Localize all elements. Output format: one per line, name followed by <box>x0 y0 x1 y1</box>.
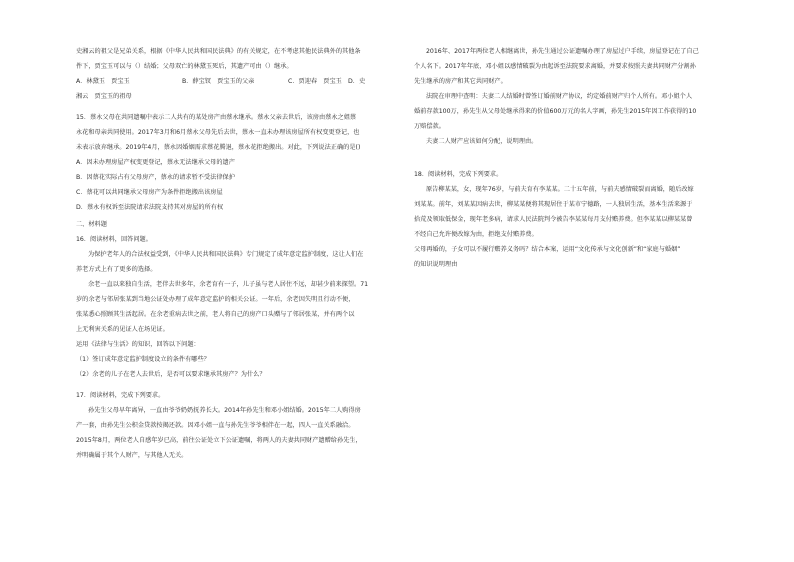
q14-option: B．薛宝钗 贾宝玉的父亲 <box>182 78 255 85</box>
q16-line: （2）余老的儿子在老人去世后，是否可以要求继承其房产？为什么？ <box>76 371 266 378</box>
q18-line: 不经自己允许便改嫁为由，拒绝支付赡养费。 <box>414 231 538 238</box>
q17-line: 并明确属于其个人财产，与其他人无关。 <box>76 452 188 459</box>
q17-cont-line: 个人名下。2017年年底，邓小姐以感情破裂为由起诉至法院要求离婚，并要求按照夫妻共同财产分割孙 <box>414 63 696 70</box>
q15-option: A．因未办理房屋产权变更登记，蔡永无法继承父母的遗产 <box>76 159 235 166</box>
q16-line: 岁的余老与邻居张某到当地公证处办理了成年意定监护的相关公证。一年后，余老因失明且行动不便， <box>76 296 355 303</box>
q18-line: 刘某某。前年，刘某某因病去世，柳某某便将其现居住于某市宁德路，一人独居生活，基本生活来源于 <box>414 201 693 208</box>
q17-cont-line: 先生继承的房产和其它共同财产。 <box>414 78 507 85</box>
q14-option: 湘云 贾宝玉的祖母 <box>76 93 132 100</box>
q17-line: 产一套，由孙先生公积金贷款按揭还款。因邓小姐一直与孙先生爷爷相伴在一起，四人一直关系融洽。 <box>76 422 355 429</box>
q17-line: 孙先生父母早年离异，一直由爷爷奶奶抚养长大。2014年孙先生和邓小姐结婚。2015年二人购得房 <box>88 407 361 414</box>
q15-stem: 15．蔡永父母在共同遗嘱中表示二人共有的某处房产由蔡永继承。蔡永父亲去世后，该房由蔡永之姐蔡 <box>76 114 357 121</box>
right-column <box>414 44 730 272</box>
text-line: 史湘云的祖父是兄弟关系，根据《中华人民共和国民法典》的有关规定，在不考虑其他民法典外的其他条 <box>76 48 361 55</box>
q18-title: 18．阅读材料，完成下列要求。 <box>414 171 503 178</box>
q18-line: 父母再婚的，子女可以不履行赡养义务吗？结合本案，运用“文化传承与文化创新”和“家庭与婚姻” <box>414 246 681 253</box>
q16-line: 张某悉心照顾其生活起居。在余老重病去世之前，老人将自己的房产口头赠与了邻居张某，并有两个以 <box>76 311 355 318</box>
q17-cont-line: 夫妻二人财产应该如何分配，说明理由。 <box>426 138 538 145</box>
q15-option: C．蔡花可以共同继承父母房产为条件拒绝搬出该房屋 <box>76 189 223 196</box>
q18-line: 的知识说明理由 <box>414 261 458 268</box>
q18-line: 原告柳某某，女，现年76岁，与前夫育有李某某。二十五年前，与前夫感情破裂而离婚，随后改嫁 <box>426 186 694 193</box>
section-heading: 二、材料题 <box>76 221 107 228</box>
q16-line: 余老一直以来独自生活，老伴去世多年，余老育有一子，儿子虽与老人居住不远，却甚少前来探望。71 <box>88 281 369 288</box>
q16-line: 为保护老年人的合法权益受到，《中华人民共和国民法典》专门规定了成年意定监护制度，这让人们在 <box>88 251 364 258</box>
q14-options-row <box>76 74 394 89</box>
left-column <box>76 44 394 463</box>
q17-cont-line: 婚前存款100万，孙先生从父母处继承得来的价值600万元的名人字画，孙先生2015年因工作获得的10 <box>414 108 697 115</box>
q17-title: 17．阅读材料，完成下列要求。 <box>76 392 165 399</box>
q17-line: 2015年8月，两位老人自感年岁已高，前往公证处立下公证遗嘱，将两人的夫妻共同财产遗赠给孙先生， <box>76 437 362 444</box>
q14-option: A．林黛玉 贾宝玉 <box>76 78 130 85</box>
q16-line: 养老方式上有了更多的选择。 <box>76 266 157 273</box>
q17-cont-line: 万赔偿款。 <box>414 123 445 130</box>
q15-stem: 未表示放弃继承。2019年4月，蔡永因婚姻需求蔡花腾退，蔡永花拒绝搬出。对此，下列说法正确的是() <box>76 144 361 151</box>
q16-title: 16．阅读材料，回答问题。 <box>76 236 152 243</box>
q16-line: 上无利害关系的见证人在场见证。 <box>76 326 169 333</box>
q17-cont-line: 2016年、2017年两位老人相继离世，孙先生通过公证遗嘱办理了房屋过户手续，房屋登记在了自己 <box>426 48 699 55</box>
text-line: 件下，贾宝玉可以与（）结婚；父母双亡的林黛玉死后，其遗产可由（）继承。 <box>76 63 293 70</box>
q14-option: C．贾迎春 贾宝玉 D．史 <box>288 78 366 85</box>
q17-cont-line: 法院在审理中查明：夫妻二人结婚时曾签订婚前财产协议，约定婚前财产归个人所有。邓小姐个人 <box>426 93 693 100</box>
q16-line: （1）签订成年意定监护制度设立的条件有哪些？ <box>76 356 210 363</box>
q16-line: 运用《法律与生活》的知识，回答以下问题： <box>76 341 200 348</box>
q15-stem: 永花和母亲共同使用。2017年3月和6月蔡永父母先后去世，蔡永一直未办理该房屋所有权变更登记，也 <box>76 129 360 136</box>
q18-line: 拾荒及领取低保金，现年老多病，请求人民法院判令被告李某某每月支付赡养费。但李某某以柳某某曾 <box>414 216 693 223</box>
q15-option: B．因蔡花实际占有父母房产，蔡永的请求暂不受法律保护 <box>76 174 235 181</box>
q15-option: D．蔡永有权诉至法院请求法院支持其对房屋的所有权 <box>76 204 224 211</box>
